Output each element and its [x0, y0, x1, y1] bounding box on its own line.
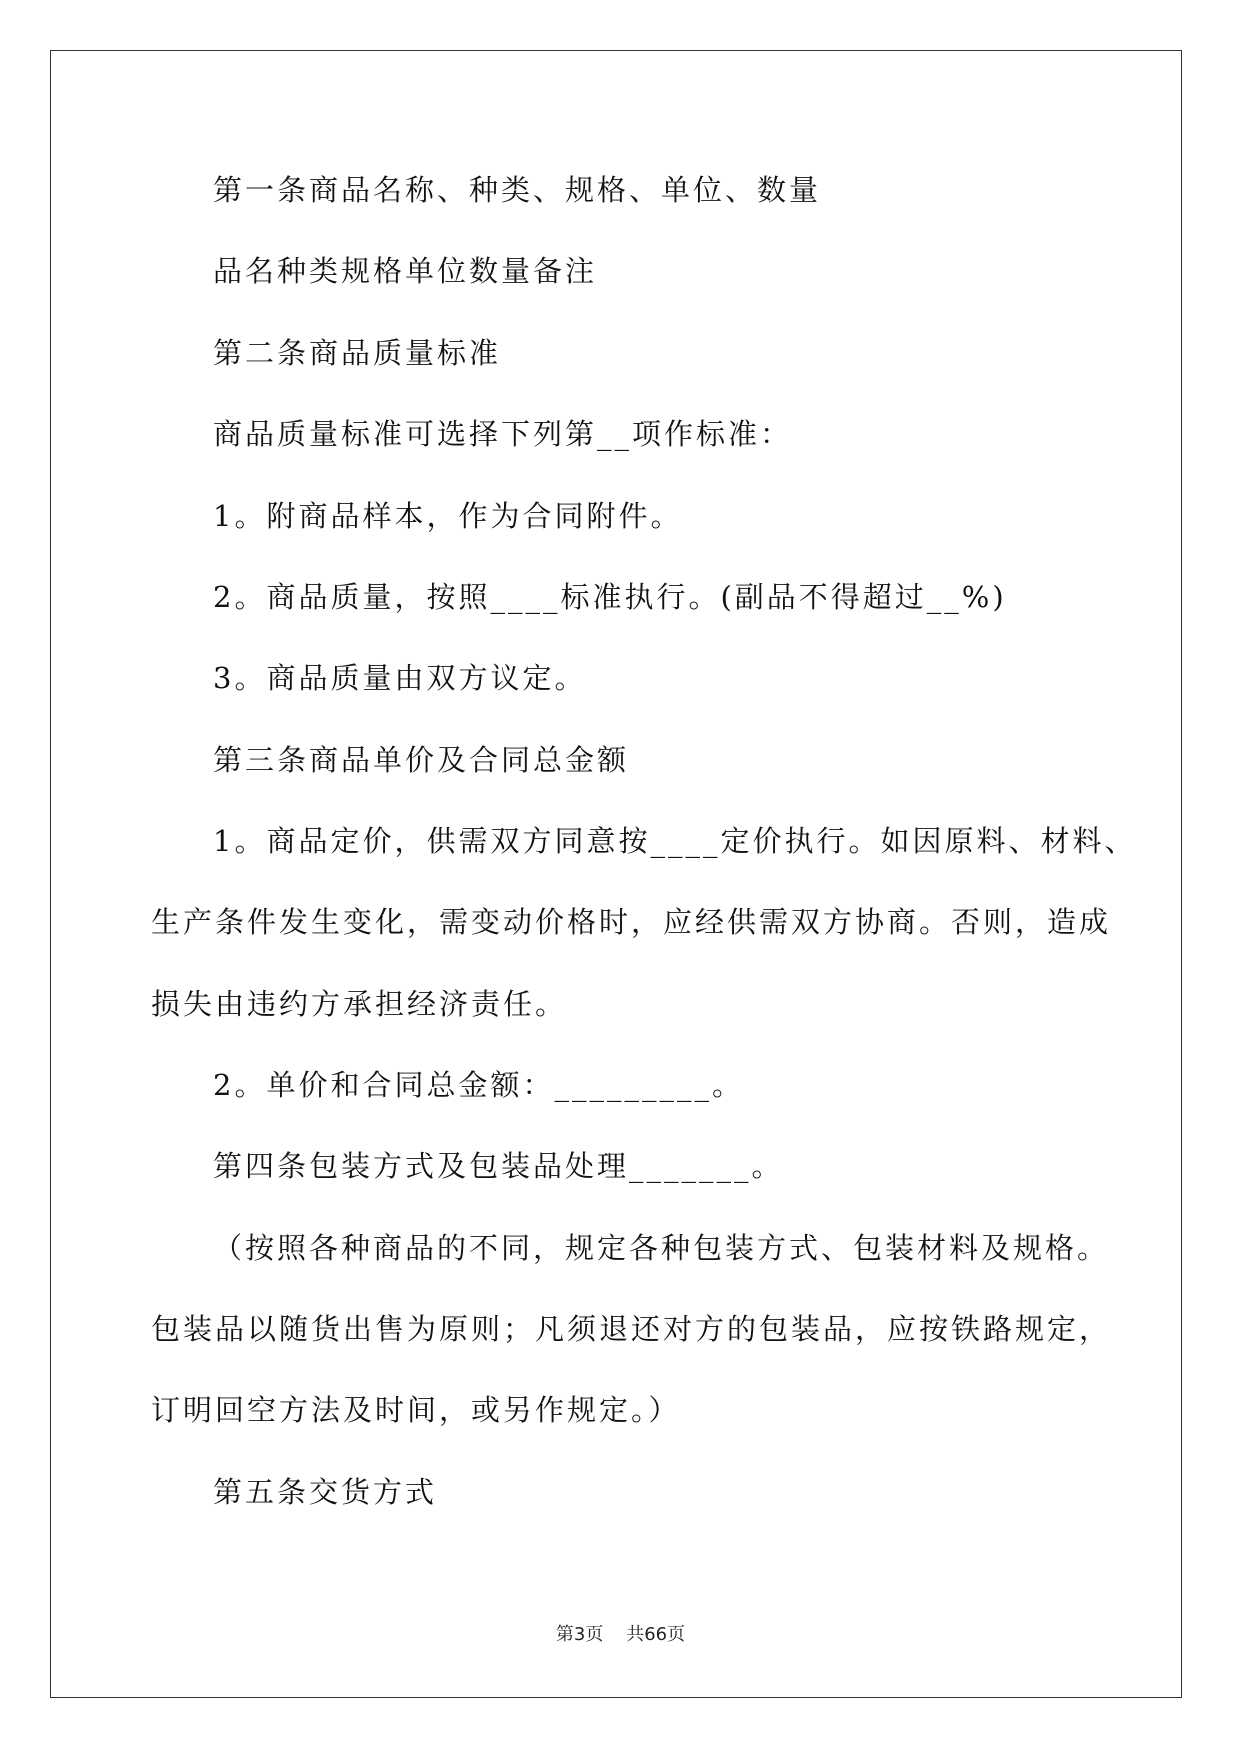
quality-item-2: 2。商品质量，按照____标准执行。(副品不得超过__%) [213, 580, 1007, 614]
pricing-paragraph-line-3: 损失由违约方承担经济责任。 [151, 987, 568, 1021]
quality-item-1: 1。附商品样本，作为合同附件。 [213, 499, 683, 533]
article-3-heading: 第三条商品单价及合同总金额 [213, 743, 630, 777]
packaging-note-line-2: 包装品以随货出售为原则；凡须退还对方的包装品，应按铁路规定， [151, 1312, 1112, 1346]
article-2-heading: 第二条商品质量标准 [213, 336, 502, 370]
quality-item-3: 3。商品质量由双方议定。 [213, 661, 587, 695]
pricing-paragraph-line-1: 1。商品定价，供需双方同意按____定价执行。如因原料、材料、 [213, 824, 1137, 858]
article-4-heading: 第四条包装方式及包装品处理_______。 [213, 1149, 784, 1183]
page-border [50, 50, 1182, 1698]
article-5-heading: 第五条交货方式 [213, 1475, 438, 1509]
total-amount-line: 2。单价和合同总金额：_________。 [213, 1068, 744, 1102]
packaging-note-line-1: （按照各种商品的不同，规定各种包装方式、包装材料及规格。 [213, 1231, 1110, 1265]
pricing-paragraph-line-2: 生产条件发生变化，需变动价格时，应经供需双方协商。否则，造成 [151, 905, 1112, 939]
table-header-text: 品名种类规格单位数量备注 [213, 254, 598, 288]
article-1-heading: 第一条商品名称、种类、规格、单位、数量 [213, 173, 822, 207]
page-number-footer: 第3页 共66页 [555, 1624, 686, 1645]
quality-standard-intro: 商品质量标准可选择下列第__项作标准： [213, 417, 793, 451]
packaging-note-line-3: 订明回空方法及时间，或另作规定。） [151, 1393, 681, 1427]
